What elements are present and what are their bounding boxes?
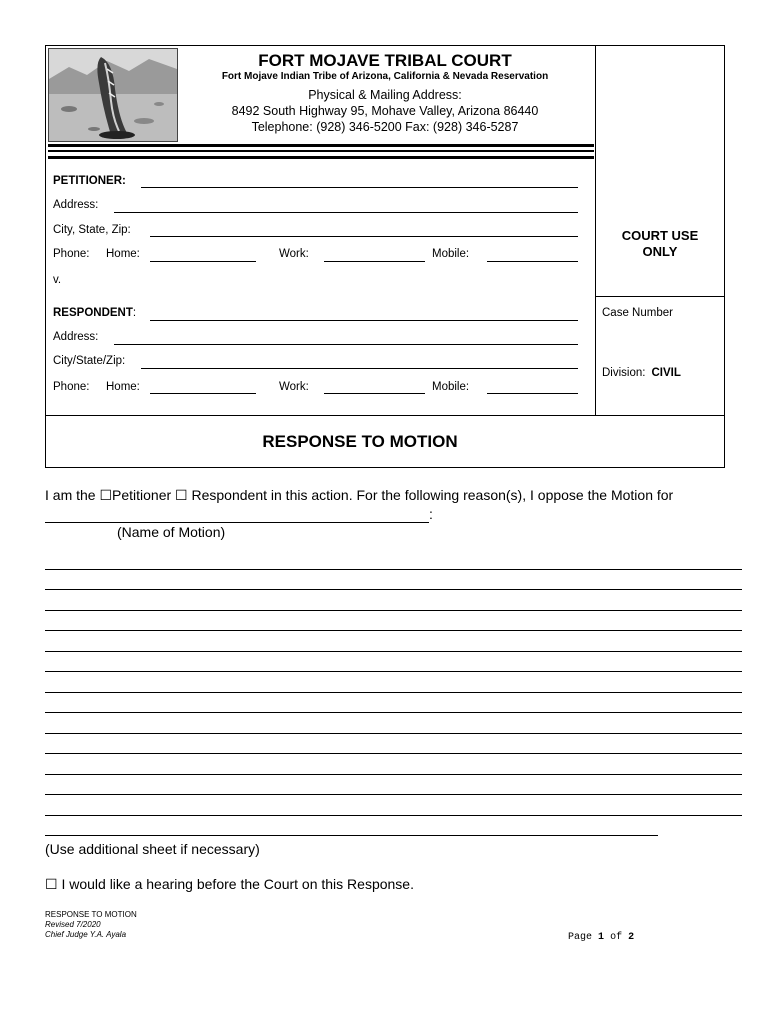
respondent-home-phone-field[interactable] bbox=[150, 393, 256, 394]
respondent-label-wrap bbox=[53, 307, 136, 319]
division-label: Division: bbox=[602, 367, 646, 379]
reason-line-14[interactable] bbox=[45, 835, 658, 836]
respondent-mobile-label: Mobile: bbox=[432, 381, 470, 393]
division-value: CIVIL bbox=[651, 367, 681, 379]
name-of-motion-field[interactable] bbox=[45, 522, 429, 523]
header-divider-thick-2 bbox=[48, 156, 594, 159]
caption-box bbox=[45, 45, 725, 468]
name-of-motion-caption: (Name of Motion) bbox=[117, 524, 226, 540]
respondent-work-label: Work: bbox=[279, 381, 309, 393]
reason-line-3[interactable] bbox=[45, 610, 742, 611]
court-logo bbox=[48, 48, 178, 142]
respondent-colon: : bbox=[132, 307, 137, 319]
petitioner-address-label: Address: bbox=[53, 199, 99, 211]
petitioner-city-label: City, State, Zip: bbox=[53, 224, 131, 236]
reason-line-10[interactable] bbox=[45, 753, 742, 754]
case-number-divider bbox=[595, 296, 724, 297]
versus-label: v. bbox=[53, 274, 62, 286]
petitioner-work-phone-field[interactable] bbox=[324, 261, 425, 262]
reason-line-7[interactable] bbox=[45, 692, 742, 693]
hearing-request-checkbox[interactable]: ☐ I would like a hearing before the Court on this Response. bbox=[45, 876, 414, 892]
page-of: of bbox=[610, 932, 623, 943]
petitioner-label: PETITIONER: bbox=[53, 175, 126, 187]
petitioner-mobile-label: Mobile: bbox=[432, 248, 470, 260]
reason-line-9[interactable] bbox=[45, 733, 742, 734]
respondent-work-phone-field[interactable] bbox=[324, 393, 425, 394]
reason-line-1[interactable] bbox=[45, 569, 742, 570]
footer-judge: Chief Judge Y.A. Ayala bbox=[45, 930, 127, 939]
reason-line-4[interactable] bbox=[45, 630, 742, 631]
respondent-city-label: City/State/Zip: bbox=[53, 355, 126, 367]
petitioner-phone-label: Phone: bbox=[53, 248, 90, 260]
additional-sheet-note: (Use additional sheet if necessary) bbox=[45, 841, 260, 857]
reason-line-13[interactable] bbox=[45, 815, 742, 816]
motion-colon: : bbox=[429, 506, 433, 522]
reason-line-11[interactable] bbox=[45, 774, 742, 775]
court-name: FORT MOJAVE TRIBAL COURT bbox=[258, 51, 512, 70]
petitioner-name-field[interactable] bbox=[141, 187, 578, 188]
logo-illustration bbox=[49, 49, 177, 141]
petitioner-home-label: Home: bbox=[106, 248, 140, 260]
reason-line-5[interactable] bbox=[45, 651, 742, 652]
footer-revised: Revised 7/2020 bbox=[45, 920, 101, 929]
respondent-name-field[interactable] bbox=[150, 320, 578, 321]
respondent-mobile-phone-field[interactable] bbox=[487, 393, 578, 394]
court-address: 8492 South Highway 95, Mohave Valley, Arizona 86440 bbox=[231, 104, 539, 118]
respondent-phone-label: Phone: bbox=[53, 381, 90, 393]
page-total: 2 bbox=[628, 932, 635, 943]
header-divider-thin bbox=[48, 150, 594, 152]
case-number-label: Case Number bbox=[602, 307, 673, 319]
tribe-name: Fort Mojave Indian Tribe of Arizona, California & Nevada Reservation bbox=[221, 71, 549, 82]
page-current: 1 bbox=[598, 932, 605, 943]
petitioner-city-field[interactable] bbox=[150, 236, 578, 237]
reason-line-2[interactable] bbox=[45, 589, 742, 590]
footer-info bbox=[45, 910, 137, 940]
header-divider-thick bbox=[48, 144, 594, 147]
court-use-only bbox=[596, 228, 724, 260]
division bbox=[602, 367, 681, 379]
petitioner-home-phone-field[interactable] bbox=[150, 261, 256, 262]
reason-line-6[interactable] bbox=[45, 671, 742, 672]
respondent-address-field[interactable] bbox=[114, 344, 578, 345]
petitioner-mobile-phone-field[interactable] bbox=[487, 261, 578, 262]
court-use-line2: ONLY bbox=[642, 244, 678, 259]
document-title: RESPONSE TO MOTION bbox=[262, 432, 458, 451]
reason-line-12[interactable] bbox=[45, 794, 742, 795]
page-word: Page bbox=[568, 932, 593, 943]
respondent-city-field[interactable] bbox=[141, 368, 578, 369]
statement-text: I am the ☐Petitioner ☐ Respondent in this action. For the following reason(s), I oppose the Motion for bbox=[45, 487, 674, 503]
court-phone-fax: Telephone: (928) 346-5200 Fax: (928) 346-5287 bbox=[251, 120, 519, 134]
court-use-line1: COURT USE bbox=[621, 228, 699, 243]
respondent-home-label: Home: bbox=[106, 381, 140, 393]
respondent-label: RESPONDENT bbox=[53, 307, 133, 319]
petitioner-work-label: Work: bbox=[279, 248, 309, 260]
title-divider bbox=[46, 415, 724, 416]
respondent-address-label: Address: bbox=[53, 331, 99, 343]
address-heading: Physical & Mailing Address: bbox=[308, 88, 462, 102]
petitioner-address-field[interactable] bbox=[114, 212, 578, 213]
reason-line-8[interactable] bbox=[45, 712, 742, 713]
footer-form-name: RESPONSE TO MOTION bbox=[45, 910, 137, 919]
page-number bbox=[568, 932, 634, 943]
